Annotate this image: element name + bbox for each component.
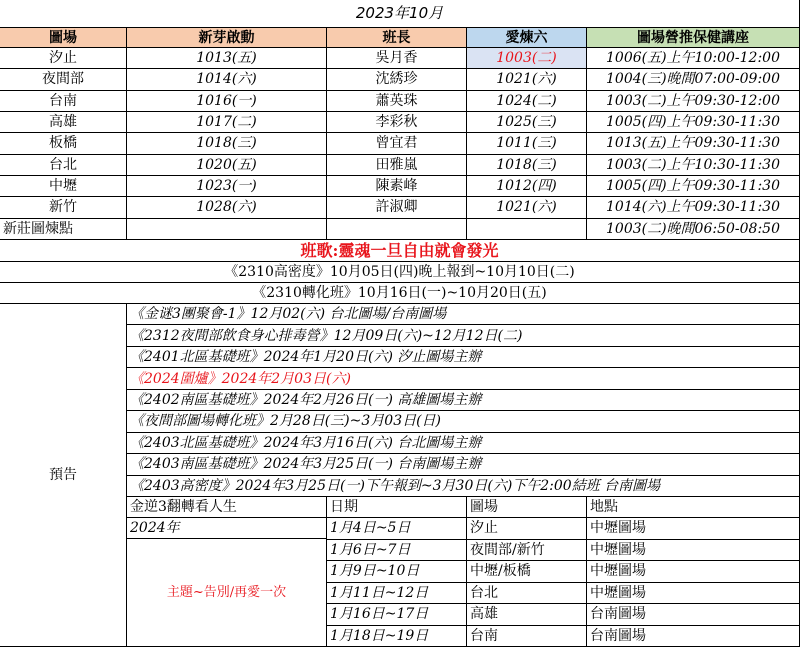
preview-item: 《2312夜間部飲食身心排毒營》12月09日(六)~12月12日(二) [127, 325, 800, 346]
tour-header-location: 圖場 [467, 497, 587, 518]
cell-love: 1025(三) [467, 112, 587, 133]
cell-care: 1005(四)上午09:30-11:30 [587, 112, 800, 133]
cell-location: 新莊圖煉點 [0, 219, 127, 240]
header-love: 愛煉六 [467, 28, 587, 48]
cell-sprout: 1023(一) [127, 176, 327, 197]
tour-header-venue: 地點 [587, 497, 800, 518]
tour-cell-date: 1月11日~12日 [327, 583, 467, 605]
cell-care: 1003(二)晚間06:50-08:50 [587, 219, 800, 240]
tour-cell-date: 1月16日~17日 [327, 604, 467, 626]
tour-cell-date: 1月18日~19日 [327, 626, 467, 647]
cell-leader: 吳月香 [327, 48, 467, 69]
tour-cell-venue: 中壢圖場 [587, 583, 800, 605]
cell-leader: 許淑卿 [327, 197, 467, 218]
cell-location: 板橋 [0, 133, 127, 154]
anthem-banner: 班歌:靈魂一旦自由就會發光 [0, 240, 800, 262]
tour-cell-location: 夜間部/新竹 [467, 540, 587, 562]
preview-item: 《2402南區基礎班》2024年2月26日(一) 高雄圖場主辦 [127, 390, 800, 411]
tour-cell-location: 台北 [467, 583, 587, 605]
event-row: 《2310高密度》10月05日(四)晚上報到~10月10日(二) [0, 262, 800, 283]
cell-leader [327, 219, 467, 240]
cell-leader: 蕭英珠 [327, 91, 467, 112]
tour-year: 2024年 [127, 518, 327, 539]
tour-cell-date: 1月9日~10日 [327, 561, 467, 583]
cell-care: 1003(二)上午09:30-12:00 [587, 91, 800, 112]
tour-cell-date: 1月6日~7日 [327, 540, 467, 562]
tour-cell-venue: 台南圖場 [587, 626, 800, 647]
cell-sprout: 1016(一) [127, 91, 327, 112]
cell-location: 台北 [0, 155, 127, 176]
header-leader: 班長 [327, 28, 467, 48]
tour-header-date: 日期 [327, 497, 467, 518]
preview-item: 《金谜3團聚會-1》12月02(六) 台北圖場/台南圖場 [127, 304, 800, 325]
cell-leader: 田雅嵐 [327, 155, 467, 176]
event-row: 《2310轉化班》10月16日(一)~10月20日(五) [0, 283, 800, 304]
cell-leader: 沈綉珍 [327, 69, 467, 90]
tour-cell-location: 中壢/板橋 [467, 561, 587, 583]
preview-item: 《2403高密度》2024年3月25日(一)下午報到~3月30日(六)下午2:00結班 台南圖場 [127, 476, 800, 497]
cell-location: 高雄 [0, 112, 127, 133]
preview-item: 《2403南區基礎班》2024年3月25日(一) 台南圖場主辦 [127, 454, 800, 475]
preview-item: 《2401北區基礎班》2024年1月20日(六) 汐止圖場主辦 [127, 347, 800, 368]
cell-love: 1003(二) [467, 48, 587, 69]
preview-label: 預告 [0, 304, 127, 647]
cell-care: 1013(五)上午09:30-11:30 [587, 133, 800, 154]
cell-love: 1018(三) [467, 155, 587, 176]
cell-location: 台南 [0, 91, 127, 112]
tour-cell-location: 台南 [467, 626, 587, 647]
header-location: 圖場 [0, 28, 127, 48]
header-sprout: 新芽啟動 [127, 28, 327, 48]
cell-leader: 陳素峰 [327, 176, 467, 197]
cell-love: 1021(六) [467, 197, 587, 218]
preview-item: 《2024圍爐》2024年2月03日(六) [127, 368, 800, 389]
sheet-title: 2023年10月 [0, 0, 800, 28]
cell-care: 1014(六)上午09:30-11:30 [587, 197, 800, 218]
cell-sprout [127, 219, 327, 240]
cell-sprout: 1013(五) [127, 48, 327, 69]
cell-sprout: 1020(五) [127, 155, 327, 176]
cell-sprout: 1018(三) [127, 133, 327, 154]
cell-location: 中壢 [0, 176, 127, 197]
cell-care: 1005(四)上午09:30-11:30 [587, 176, 800, 197]
tour-cell-date: 1月4日~5日 [327, 518, 467, 540]
cell-love: 1011(三) [467, 133, 587, 154]
tour-cell-location: 高雄 [467, 604, 587, 626]
cell-care: 1003(二)上午10:30-11:30 [587, 155, 800, 176]
cell-love: 1012(四) [467, 176, 587, 197]
cell-sprout: 1014(六) [127, 69, 327, 90]
cell-location: 汐止 [0, 48, 127, 69]
header-care: 圖場營推保健講座 [587, 28, 800, 48]
tour-header-name: 金逆3翻轉看人生 [127, 497, 327, 518]
cell-location: 夜間部 [0, 69, 127, 90]
cell-sprout: 1028(六) [127, 197, 327, 218]
cell-care: 1006(五)上午10:00-12:00 [587, 48, 800, 69]
tour-cell-venue: 中壢圖場 [587, 518, 800, 540]
cell-love: 1024(二) [467, 91, 587, 112]
cell-care: 1004(三)晚間07:00-09:00 [587, 69, 800, 90]
cell-love [467, 219, 587, 240]
cell-love: 1021(六) [467, 69, 587, 90]
preview-item: 《2403北區基礎班》2024年3月16日(六) 台北圖場主辦 [127, 433, 800, 454]
preview-item: 《夜間部圖場轉化班》2月28日(三)~3月03日(日) [127, 411, 800, 432]
cell-leader: 曾宜君 [327, 133, 467, 154]
tour-cell-location: 汐止 [467, 518, 587, 540]
tour-theme: 主題~告別/再愛一次 [127, 539, 327, 647]
cell-leader: 李彩秋 [327, 112, 467, 133]
cell-sprout: 1017(二) [127, 112, 327, 133]
cell-location: 新竹 [0, 197, 127, 218]
tour-cell-venue: 中壢圖場 [587, 540, 800, 562]
tour-cell-venue: 台南圖場 [587, 604, 800, 626]
tour-cell-venue: 中壢圖場 [587, 561, 800, 583]
